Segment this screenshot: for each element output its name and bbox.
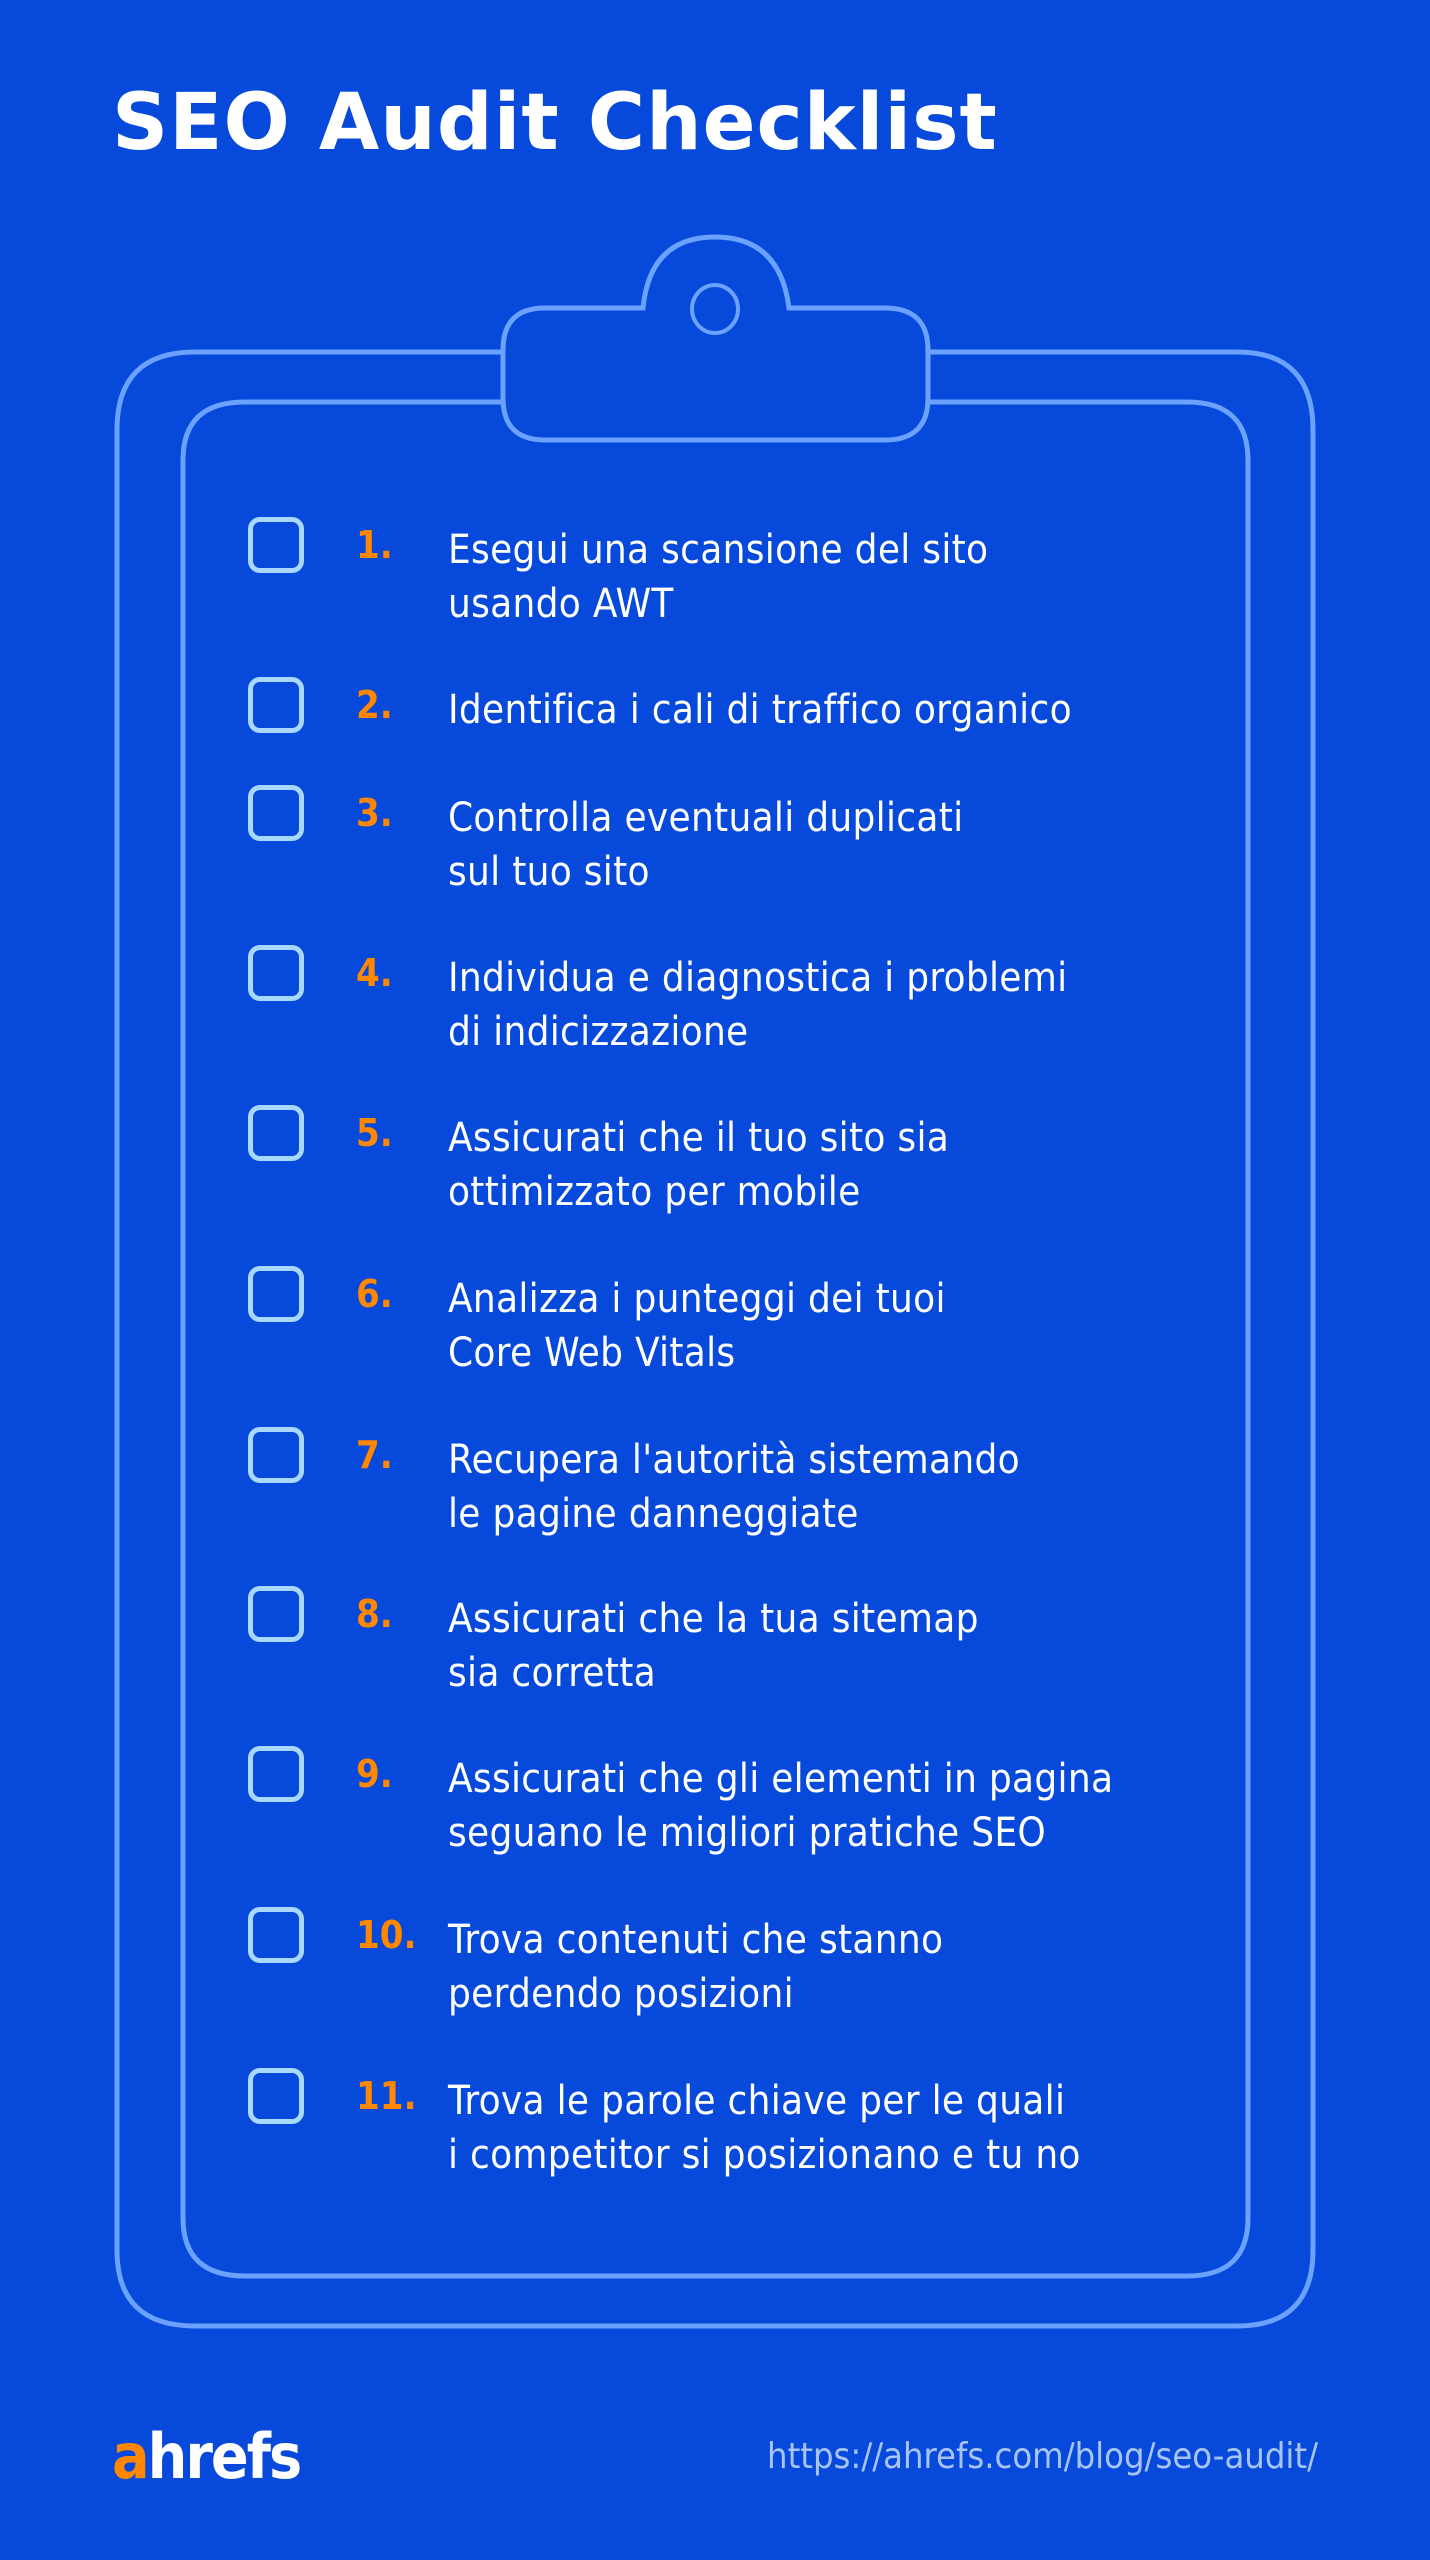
- checkbox[interactable]: [248, 785, 304, 841]
- clipboard-clip: [503, 237, 928, 440]
- logo-accent: a: [112, 2420, 148, 2493]
- item-text: Assicurati che il tuo sito sia ottimizzato per mobile: [448, 1115, 950, 1215]
- checkbox[interactable]: [248, 1427, 304, 1483]
- ahrefs-logo[interactable]: [112, 2420, 300, 2493]
- item-text: Analizza i punteggi dei tuoi Core Web Vitals: [448, 1276, 946, 1376]
- item-text: Identifica i cali di traffico organico: [448, 687, 1072, 733]
- item-number: 11.: [356, 2074, 417, 2118]
- item-number: 7.: [356, 1433, 393, 1477]
- item-text: Esegui una scansione del sito usando AWT: [448, 527, 989, 627]
- item-text: Recupera l'autorità sistemando le pagine danneggiate: [448, 1437, 1020, 1537]
- item-number: 5.: [356, 1111, 393, 1155]
- item-number: 3.: [356, 791, 393, 835]
- source-url[interactable]: https://ahrefs.com/blog/seo-audit/: [767, 2436, 1318, 2477]
- item-number: 4.: [356, 951, 393, 995]
- checkbox[interactable]: [248, 945, 304, 1001]
- item-text: Assicurati che gli elementi in pagina seguano le migliori pratiche SEO: [448, 1756, 1114, 1856]
- item-number: 9.: [356, 1752, 393, 1796]
- checkbox[interactable]: [248, 517, 304, 573]
- item-number: 6.: [356, 1272, 393, 1316]
- checkbox[interactable]: [248, 1586, 304, 1642]
- logo-text: hrefs: [147, 2420, 301, 2493]
- item-number: 2.: [356, 683, 393, 727]
- checkbox[interactable]: [248, 1907, 304, 1963]
- clipboard-hole: [692, 285, 738, 333]
- item-text: Controlla eventuali duplicati sul tuo sito: [448, 795, 964, 895]
- item-number: 10.: [356, 1913, 417, 1957]
- item-number: 8.: [356, 1592, 393, 1636]
- item-text: Individua e diagnostica i problemi di indicizzazione: [448, 955, 1068, 1055]
- checkbox[interactable]: [248, 1746, 304, 1802]
- item-number: 1.: [356, 523, 393, 567]
- checkbox[interactable]: [248, 1105, 304, 1161]
- item-text: Trova le parole chiave per le quali i competitor si posizionano e tu no: [448, 2078, 1081, 2178]
- item-text: Assicurati che la tua sitemap sia corretta: [448, 1596, 979, 1696]
- checkbox[interactable]: [248, 677, 304, 733]
- checkbox[interactable]: [248, 2068, 304, 2124]
- item-text: Trova contenuti che stanno perdendo posizioni: [448, 1917, 944, 2017]
- checkbox[interactable]: [248, 1266, 304, 1322]
- page-title: SEO Audit Checklist: [112, 78, 998, 168]
